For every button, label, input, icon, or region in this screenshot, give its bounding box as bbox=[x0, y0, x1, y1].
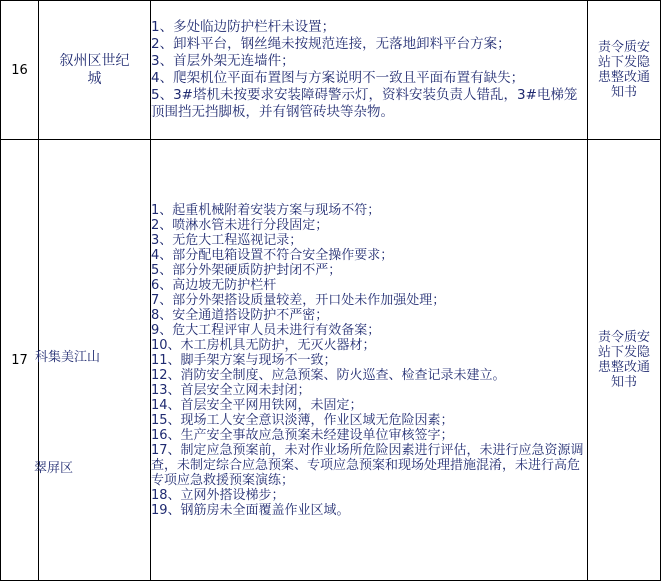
issue-item: 15、现场工人安全意识淡薄，作业区域无危险因素； bbox=[151, 412, 454, 428]
issue-item: 18、立网外搭设梯步； bbox=[151, 487, 285, 503]
issue-item: 19、钢筋房未全面覆盖作业区域。 bbox=[151, 502, 350, 518]
issue-item: 5、部分外架硬质防护封闭不严； bbox=[151, 262, 342, 278]
row-number: 16 bbox=[1, 1, 39, 140]
issue-item: 1、多处临边防护栏杆未设置； bbox=[151, 19, 336, 35]
action-text: 责令质安站下发隐患整改通知书 bbox=[597, 40, 650, 100]
action-cell bbox=[588, 1, 661, 140]
issue-item: 1、起重机械附着安装方案与现场不符； bbox=[151, 202, 381, 218]
table-row bbox=[1, 1, 661, 140]
table-row bbox=[1, 140, 661, 581]
issue-item: 2、卸料平台，钢丝绳未按规范连接，无落地卸料平台方案； bbox=[151, 36, 511, 52]
project-name bbox=[34, 140, 151, 581]
issue-item: 16、生产安全事故应急预案未经建设单位审核签字； bbox=[151, 427, 454, 443]
issue-item: 11、脚手架方案与现场不一致； bbox=[151, 352, 337, 368]
district-name: 翠屏区 bbox=[34, 461, 74, 476]
action-text: 责令质安站下发隐患整改通知书 bbox=[597, 330, 650, 390]
issue-item: 14、首层安全平网用铁网，未固定； bbox=[151, 397, 363, 413]
issue-item: 13、首层安全立网未封闭； bbox=[151, 382, 311, 398]
issue-item: 9、危大工程评审人员未进行有效备案； bbox=[151, 322, 381, 338]
issue-item: 3、首层外架无连墙件； bbox=[151, 53, 295, 69]
issue-item: 6、高边坡无防护栏杆 bbox=[151, 277, 277, 293]
issue-list bbox=[151, 140, 588, 581]
issue-item: 8、安全通道搭设防护不严密； bbox=[151, 307, 329, 323]
issue-item: 4、部分配电箱设置不符合安全操作要求； bbox=[151, 247, 394, 263]
issue-item: 17、制定应急预案前，未对作业场所危险因素进行评估，未进行应急资源调查，未制定综合应急预案、专项应急预案和现场处理措施混淆，未进行高危专项应急救援预案演练； bbox=[151, 442, 584, 488]
issue-item: 7、部分外架搭设质量较差，开口处未作加强处理； bbox=[151, 292, 446, 308]
issue-list bbox=[151, 1, 588, 140]
issue-item: 10、木工房机具无防护，无灭火器材； bbox=[151, 337, 376, 353]
issue-item: 2、喷淋水管未进行分段固定； bbox=[151, 217, 329, 233]
issue-item: 4、爬架机位平面布置图与方案说明不一致且平面布置有缺失； bbox=[151, 70, 525, 86]
issue-item: 5、3#塔机未按要求安装障碍警示灯，资料安装负责人错乱，3#电梯笼顶围挡无挡脚板，并有钢管砖块等杂物。 bbox=[151, 87, 578, 120]
issue-item: 3、无危大工程巡视记录； bbox=[151, 232, 303, 248]
row-number: 17 bbox=[1, 140, 39, 581]
project-name-text: 叙州区世纪城 bbox=[59, 53, 130, 87]
project-name bbox=[39, 1, 151, 140]
action-cell bbox=[588, 140, 661, 581]
project-name-box bbox=[34, 140, 150, 580]
project-name-line: 科集美江山 bbox=[35, 350, 101, 365]
issue-item: 12、消防安全制度、应急预案、防火巡查、检查记录未建立。 bbox=[151, 367, 506, 383]
